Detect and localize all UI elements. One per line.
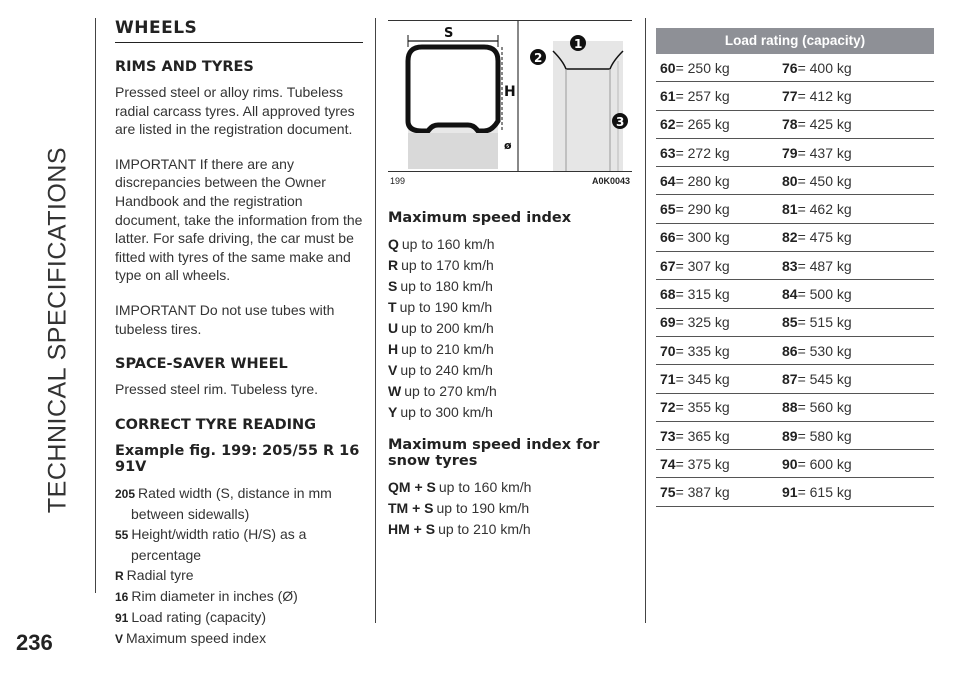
- list-item: [388, 297, 636, 318]
- table-cell: [656, 399, 778, 415]
- wheels-column: [115, 18, 363, 649]
- code-key: V: [115, 631, 124, 646]
- table-cell: [656, 428, 778, 444]
- table-row: [656, 139, 934, 167]
- index-code: U: [388, 320, 399, 336]
- height-label: H: [504, 84, 516, 100]
- tyre-code-definitions: [115, 483, 363, 649]
- load-index: 66: [660, 229, 676, 246]
- table-cell: [656, 258, 778, 274]
- load-index: 81: [782, 201, 798, 218]
- list-item: [388, 339, 636, 360]
- definition-item: [115, 628, 363, 649]
- table-body: [656, 54, 934, 507]
- load-index: 90: [782, 455, 798, 472]
- index-code: V: [388, 362, 398, 378]
- table-row: [656, 224, 934, 252]
- callout-2: 2: [534, 51, 543, 65]
- paragraph: IMPORTANT Do not use tubes with tubeless tires.: [115, 301, 335, 337]
- index-value: up to 300 km/h: [400, 404, 493, 420]
- load-index: 88: [782, 399, 798, 416]
- load-rating-table: [656, 28, 934, 507]
- load-index: 65: [660, 201, 676, 218]
- paragraph: IMPORTANT If there are any discrepancies between the Owner Handbook and the registration document, take the information from the latter. For safe driving, the car must be fitted with tyres of the same make and type on all wheels.: [115, 155, 363, 284]
- load-value: = 345 kg: [675, 370, 730, 387]
- load-value: = 560 kg: [797, 399, 852, 416]
- load-index: 74: [660, 455, 676, 472]
- load-index: 63: [660, 144, 676, 161]
- table-cell: [656, 116, 778, 132]
- snow-speed-list: [388, 477, 636, 540]
- load-index: 70: [660, 342, 676, 359]
- code-description: Height/width ratio (H/S) as a percentage: [131, 525, 307, 563]
- table-cell: [778, 258, 900, 274]
- table-row: [656, 252, 934, 280]
- load-index: 84: [782, 286, 798, 303]
- table-row: [656, 450, 934, 478]
- index-code: T: [388, 299, 397, 315]
- index-value: up to 270 km/h: [404, 383, 497, 399]
- load-index: 60: [660, 59, 676, 76]
- load-value: = 530 kg: [797, 342, 852, 359]
- load-value: = 355 kg: [675, 399, 730, 416]
- table-cell: [778, 286, 900, 302]
- code-description: Maximum speed index: [126, 629, 267, 646]
- table-cell: [778, 229, 900, 245]
- table-cell: [778, 116, 900, 132]
- definition-item: [115, 607, 363, 628]
- figure-code: A0K0043: [591, 176, 630, 186]
- load-index: 69: [660, 314, 676, 331]
- page-number: 236: [16, 630, 53, 655]
- index-code: HM + S: [388, 521, 436, 537]
- code-description: Rim diameter in inches (Ø): [131, 587, 298, 604]
- code-key: 91: [115, 610, 129, 625]
- table-cell: [778, 145, 900, 161]
- paragraph: Pressed steel rim. Tubeless tyre.: [115, 381, 319, 398]
- tyre-reading-heading: CORRECT TYRE READING: [115, 416, 317, 433]
- load-value: = 250 kg: [675, 59, 730, 76]
- list-item: [388, 477, 636, 498]
- load-index: 62: [660, 116, 676, 133]
- index-value: up to 160 km/h: [438, 479, 532, 495]
- index-value: up to 210 km/h: [438, 521, 531, 537]
- callout-1: 1: [574, 37, 583, 51]
- definition-item: [115, 524, 363, 565]
- index-value: up to 240 km/h: [400, 362, 493, 378]
- load-value: = 387 kg: [675, 484, 730, 501]
- column-divider: [645, 18, 646, 623]
- figure-caption: [390, 176, 630, 186]
- paragraph: Pressed steel or alloy rims. Tubeless radial carcass tyres. All approved tyres are listed in the registration document.: [115, 84, 355, 138]
- table-row: [656, 478, 934, 506]
- table-cell: [656, 343, 778, 359]
- load-value: = 335 kg: [675, 342, 730, 359]
- index-value: up to 170 km/h: [401, 257, 494, 273]
- table-cell: [778, 456, 900, 472]
- table-cell: [656, 314, 778, 330]
- table-cell: [656, 201, 778, 217]
- load-index: 76: [782, 59, 798, 76]
- table-row: [656, 394, 934, 422]
- load-value: = 400 kg: [797, 59, 852, 76]
- table-cell: [778, 428, 900, 444]
- table-cell: [778, 484, 900, 500]
- index-value: up to 190 km/h: [399, 299, 493, 315]
- definition-item: [115, 483, 363, 524]
- load-index: 80: [782, 172, 798, 189]
- callout-3: 3: [616, 115, 625, 129]
- load-value: = 500 kg: [797, 286, 852, 303]
- load-index: 75: [660, 484, 676, 501]
- table-row: [656, 82, 934, 110]
- table-row: [656, 195, 934, 223]
- tyre-diagram: [388, 20, 632, 172]
- table-cell: [778, 88, 900, 104]
- load-value: = 475 kg: [797, 229, 852, 246]
- load-index: 72: [660, 399, 676, 416]
- load-value: = 307 kg: [675, 257, 730, 274]
- list-item: [388, 498, 636, 519]
- load-value: = 257 kg: [675, 87, 730, 104]
- load-value: = 365 kg: [675, 427, 730, 444]
- load-index: 87: [782, 370, 798, 387]
- table-cell: [656, 484, 778, 500]
- load-value: = 580 kg: [797, 427, 852, 444]
- rims-heading: RIMS AND TYRES: [115, 59, 254, 75]
- load-index: 64: [660, 172, 676, 189]
- load-index: 86: [782, 342, 798, 359]
- list-item: [388, 519, 636, 540]
- table-cell: [656, 229, 778, 245]
- load-value: = 615 kg: [797, 484, 852, 501]
- code-description: Rated width (S, distance in mm between sidewalls): [131, 484, 332, 522]
- index-value: up to 160 km/h: [401, 236, 495, 252]
- table-row: [656, 309, 934, 337]
- load-value: = 290 kg: [675, 201, 730, 218]
- load-value: = 515 kg: [797, 314, 852, 331]
- speed-index-list: [388, 234, 636, 423]
- load-value: = 600 kg: [797, 455, 852, 472]
- load-index: 78: [782, 116, 798, 133]
- load-value: = 412 kg: [797, 87, 852, 104]
- load-index: 85: [782, 314, 798, 331]
- table-cell: [656, 60, 778, 76]
- load-value: = 375 kg: [675, 455, 730, 472]
- table-cell: [778, 314, 900, 330]
- code-key: R: [115, 568, 124, 583]
- load-index: 89: [782, 427, 798, 444]
- load-index: 91: [782, 484, 798, 501]
- code-key: 16: [115, 589, 129, 604]
- index-value: up to 210 km/h: [401, 341, 494, 357]
- column-divider: [375, 18, 376, 623]
- definition-item: [115, 565, 363, 586]
- list-item: [388, 234, 636, 255]
- code-description: Radial tyre: [126, 566, 194, 583]
- index-code: S: [388, 278, 398, 294]
- speed-index-column: [388, 210, 636, 540]
- snow-speed-heading: Maximum speed index for snow tyres: [388, 437, 600, 469]
- table-cell: [778, 399, 900, 415]
- table-cell: [778, 60, 900, 76]
- table-row: [656, 54, 934, 82]
- load-value: = 450 kg: [797, 172, 852, 189]
- load-index: 68: [660, 286, 676, 303]
- load-index: 77: [782, 87, 798, 104]
- example-heading: Example fig. 199: 205/55 R 16 91V: [115, 442, 360, 475]
- table-cell: [656, 173, 778, 189]
- load-value: = 265 kg: [675, 116, 730, 133]
- figure-number: 199: [390, 176, 406, 186]
- space-saver-heading: SPACE-SAVER WHEEL: [115, 356, 288, 373]
- table-cell: [778, 343, 900, 359]
- load-value: = 437 kg: [797, 144, 852, 161]
- load-value: = 425 kg: [797, 116, 852, 133]
- load-index: 61: [660, 87, 676, 104]
- side-section-title: TECHNICAL SPECIFICATIONS: [43, 146, 72, 514]
- table-cell: [778, 173, 900, 189]
- max-speed-heading: Maximum speed index: [388, 210, 572, 226]
- load-value: = 545 kg: [797, 370, 852, 387]
- table-cell: [656, 371, 778, 387]
- margin-rule: [95, 18, 96, 593]
- list-item: [388, 318, 636, 339]
- table-header: Load rating (capacity): [656, 28, 934, 54]
- load-index: 67: [660, 257, 676, 274]
- list-item: [388, 402, 636, 423]
- table-row: [656, 167, 934, 195]
- load-index: 79: [782, 144, 798, 161]
- table-cell: [656, 145, 778, 161]
- list-item: [388, 276, 636, 297]
- table-cell: [778, 371, 900, 387]
- table-cell: [778, 201, 900, 217]
- load-value: = 280 kg: [675, 172, 730, 189]
- index-value: up to 190 km/h: [436, 500, 530, 516]
- index-code: Q: [388, 236, 399, 252]
- index-value: up to 200 km/h: [401, 320, 494, 336]
- table-cell: [656, 456, 778, 472]
- list-item: [388, 255, 636, 276]
- table-cell: [656, 88, 778, 104]
- table-cell: [656, 286, 778, 302]
- table-row: [656, 337, 934, 365]
- load-index: 83: [782, 257, 798, 274]
- load-value: = 315 kg: [675, 286, 730, 303]
- index-code: TM + S: [388, 500, 434, 516]
- table-row: [656, 280, 934, 308]
- definition-item: [115, 586, 363, 607]
- load-index: 73: [660, 427, 676, 444]
- section-heading: WHEELS: [115, 18, 363, 43]
- index-value: up to 180 km/h: [400, 278, 493, 294]
- list-item: [388, 360, 636, 381]
- load-value: = 300 kg: [675, 229, 730, 246]
- code-key: 205: [115, 486, 136, 501]
- diameter-label: ø: [504, 139, 512, 152]
- index-code: H: [388, 341, 399, 357]
- index-code: QM + S: [388, 479, 436, 495]
- index-code: Y: [388, 404, 398, 420]
- table-row: [656, 111, 934, 139]
- load-value: = 462 kg: [797, 201, 852, 218]
- load-value: = 325 kg: [675, 314, 730, 331]
- load-value: = 272 kg: [675, 144, 730, 161]
- table-row: [656, 365, 934, 393]
- load-index: 82: [782, 229, 798, 246]
- code-key: 55: [115, 527, 129, 542]
- index-code: W: [388, 383, 402, 399]
- table-row: [656, 422, 934, 450]
- index-code: R: [388, 257, 399, 273]
- load-value: = 487 kg: [797, 257, 852, 274]
- tyre-cross-section-illustration: [388, 21, 632, 171]
- load-index: 71: [660, 370, 676, 387]
- list-item: [388, 381, 636, 402]
- code-description: Load rating (capacity): [131, 608, 266, 625]
- width-label: S: [444, 26, 454, 41]
